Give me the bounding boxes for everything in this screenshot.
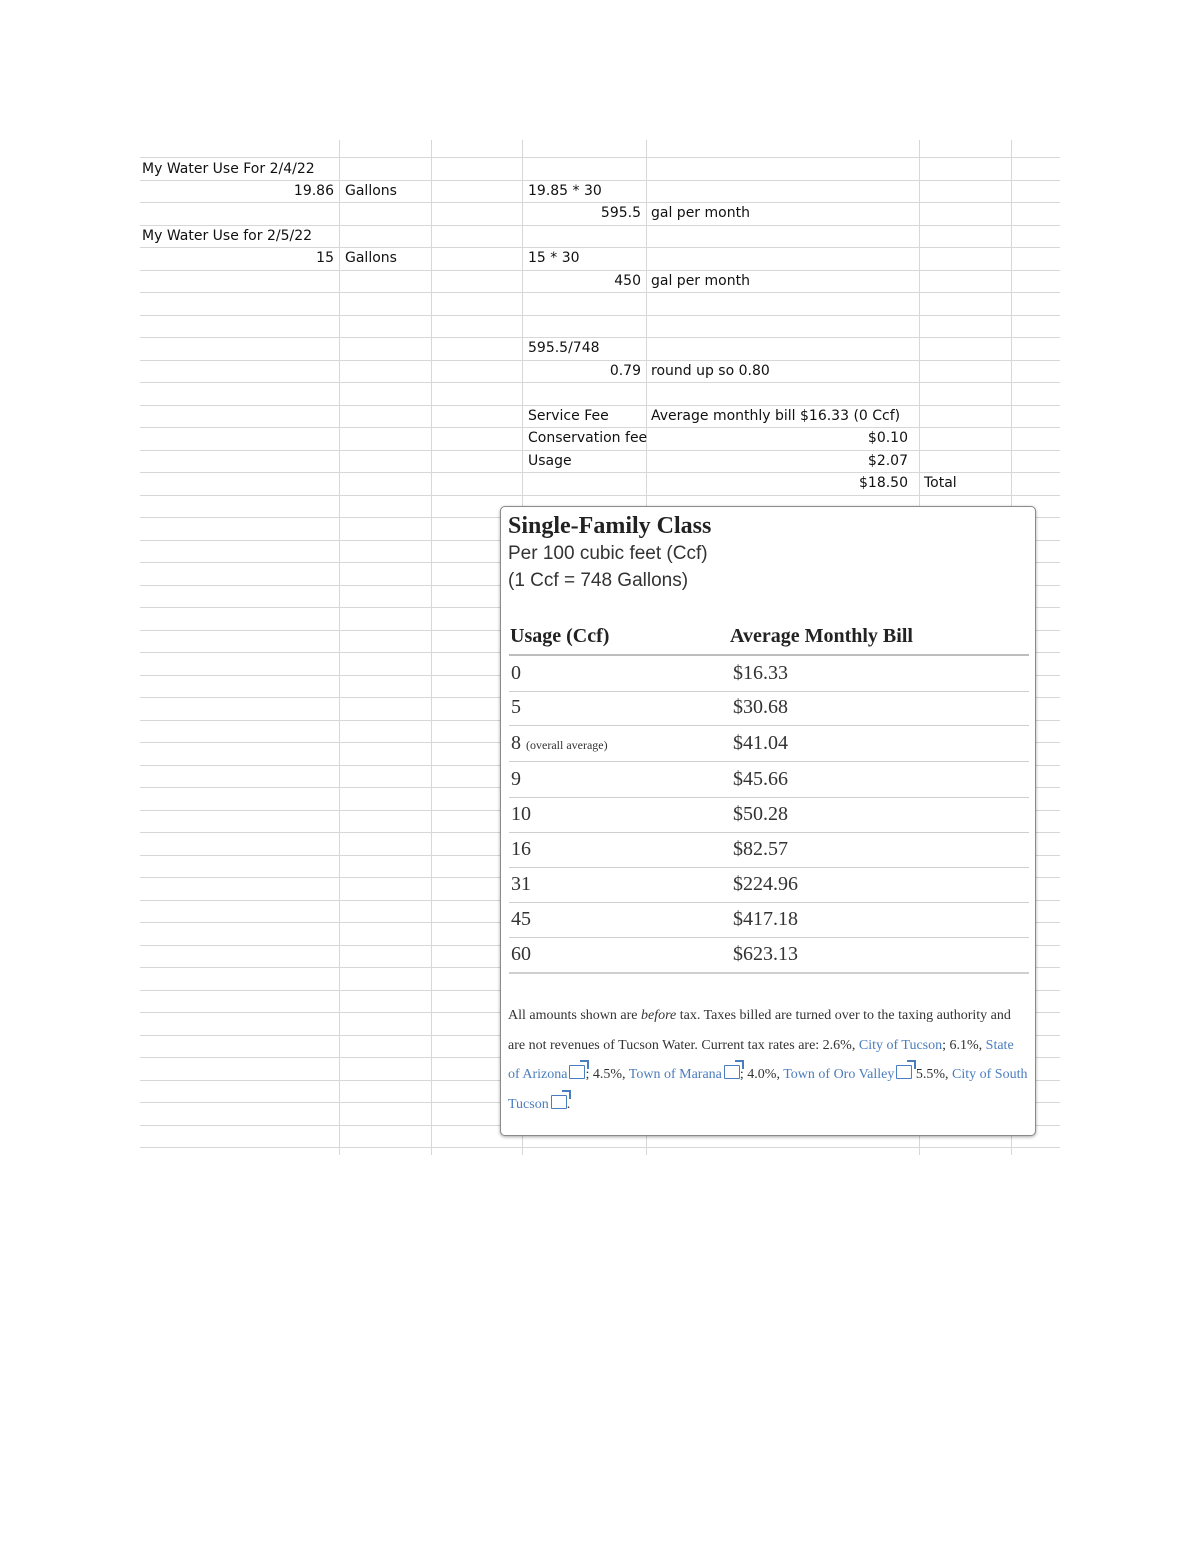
usage-value: 16 (511, 838, 531, 860)
grid-row-line (140, 315, 1060, 316)
cell-number[interactable]: 450 (614, 273, 641, 289)
table-row (509, 654, 1029, 692)
cell-number[interactable]: 19.86 (293, 183, 334, 199)
grid-row-line (1044, 562, 1058, 563)
column-header-usage: Usage (Ccf) (510, 625, 610, 647)
cell-formula[interactable]: 595.5/748 (528, 340, 600, 356)
note-emphasis: before (640, 1008, 677, 1023)
table-row (509, 762, 1029, 798)
card-subtitle: Per 100 cubic feet (Ccf) (508, 543, 708, 564)
grid-row-line (140, 382, 1060, 383)
external-link-icon[interactable] (569, 1065, 585, 1079)
usage-value: 5 (511, 696, 521, 718)
cell-label[interactable]: Usage (528, 453, 572, 469)
cell-label[interactable]: My Water Use For 2/4/22 (142, 161, 315, 177)
card-subtitle: (1 Ccf = 748 Gallons) (508, 570, 689, 591)
note-text: 5.5%, (912, 1067, 953, 1082)
bill-value: $417.18 (733, 908, 798, 930)
grid-row-line (1044, 630, 1058, 631)
cell-label[interactable]: My Water Use for 2/5/22 (142, 228, 313, 244)
bill-value: $82.57 (733, 838, 788, 860)
grid-row-line (140, 292, 1060, 293)
note-text: All amounts shown are (508, 1008, 641, 1023)
usage-value: 31 (511, 873, 531, 895)
bill-value: $224.96 (733, 873, 798, 895)
bill-value: $16.33 (733, 662, 788, 684)
cell-label[interactable]: Conservation fee (528, 430, 648, 446)
bill-value: $41.04 (733, 732, 788, 754)
grid-row-line (140, 337, 1060, 338)
note-text: . (566, 1096, 571, 1112)
table-row (509, 690, 1029, 726)
link-city-of-tucson[interactable]: City of Tucson (858, 1037, 943, 1053)
column-header-bill: Average Monthly Bill (730, 625, 913, 647)
usage-value: 0 (511, 662, 521, 684)
grid-row-line (140, 495, 1060, 496)
grid-row-line (1044, 585, 1058, 586)
external-link-icon[interactable] (551, 1095, 567, 1109)
usage-value: 10 (511, 803, 531, 825)
table-row (509, 867, 1029, 903)
usage-value: 45 (511, 908, 531, 930)
cell-number[interactable]: 15 (316, 250, 334, 266)
table-row (509, 937, 1029, 974)
cell-number[interactable]: 595.5 (600, 205, 641, 221)
cell-number[interactable]: 0.79 (609, 363, 641, 379)
cell-amount[interactable]: $2.07 (867, 453, 908, 469)
card-title: Single-Family Class (508, 513, 712, 539)
note-text: ; 4.5%, (585, 1067, 629, 1082)
cell-text[interactable]: round up so 0.80 (651, 363, 770, 379)
grid-row-line (1044, 540, 1058, 541)
bill-value: $45.66 (733, 768, 788, 790)
external-link-icon[interactable] (896, 1065, 912, 1079)
note-text: ; 6.1%, (942, 1037, 986, 1053)
table-row (509, 832, 1029, 868)
grid-row-line (1044, 607, 1058, 608)
note-text: ; 4.0%, (739, 1067, 784, 1082)
cell-text[interactable]: gal per month (651, 273, 750, 289)
grid-row-line (140, 472, 1060, 473)
bill-value: $50.28 (733, 803, 788, 825)
table-row (509, 797, 1029, 833)
cell-amount[interactable]: $18.50 (859, 475, 908, 491)
tax-note (508, 1001, 1028, 1119)
table-row (509, 726, 1029, 762)
link-town-of-oro-valley[interactable]: Town of Oro Valley (783, 1067, 895, 1082)
link-state-of-arizona[interactable]: State of Arizona (508, 1037, 1014, 1082)
cell-label[interactable]: Total (924, 475, 957, 491)
cell-unit[interactable]: Gallons (345, 183, 397, 199)
external-link-icon[interactable] (724, 1065, 740, 1079)
link-town-of-marana[interactable]: Town of Marana (628, 1067, 722, 1082)
cell-amount[interactable]: $0.10 (867, 430, 908, 446)
cell-label[interactable]: Service Fee (528, 408, 609, 424)
link-city-of-south-tucson[interactable]: City of South Tucson (508, 1067, 1028, 1112)
cell-unit[interactable]: Gallons (345, 250, 397, 266)
usage-number: 8 (511, 732, 521, 754)
grid-row-line (140, 1147, 1060, 1148)
usage-value: 9 (511, 768, 521, 790)
cell-formula[interactable]: 19.85 * 30 (528, 183, 602, 199)
cell-formula[interactable]: 15 * 30 (528, 250, 580, 266)
usage-value (511, 732, 608, 755)
bill-value: $623.13 (733, 943, 798, 965)
table-row (509, 902, 1029, 938)
note-text: tax. Taxes billed are turned over to the taxing authority and are not revenues of Tucson Water. Current tax rates are: 2.6%, (508, 1008, 1011, 1053)
grid-row-line (140, 450, 1060, 451)
cell-text[interactable]: Average monthly bill $16.33 (0 Ccf) (651, 408, 901, 424)
cell-text[interactable]: gal per month (651, 205, 750, 221)
usage-note: (overall average) (526, 738, 608, 752)
rate-card (500, 506, 1036, 1136)
bill-value: $30.68 (733, 696, 788, 718)
usage-value: 60 (511, 943, 531, 965)
